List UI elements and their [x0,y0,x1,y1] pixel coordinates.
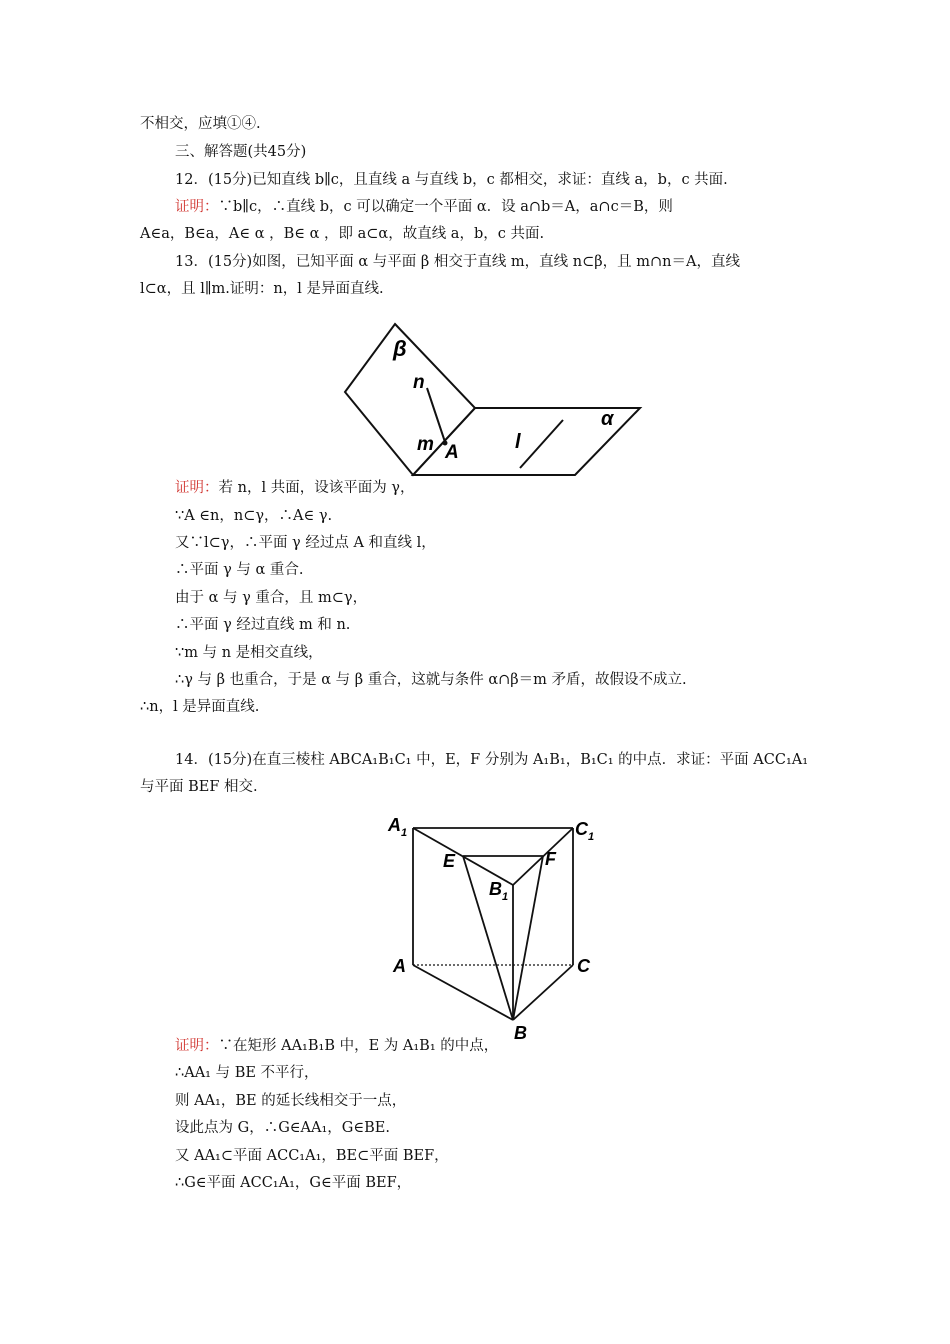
label-A1: $A_1$ [388,815,408,839]
line-text: ∴γ 与 β 也重合，于是 α 与 β 重合，这就与条件 α∩β＝m 矛盾，故假设不成立. [175,672,687,688]
line-text: ∵在矩形 AA₁B₁B 中，E 为 A₁B₁ 的中点， [218,1038,499,1054]
text-line [140,279,384,299]
line-l [520,420,563,468]
text-line [175,1063,319,1083]
line-text: ∴n，l 是异面直线. [140,699,260,715]
line-text: 不相交，应填①④. [140,116,261,132]
label-beta: β [393,336,407,361]
figure-planes-alpha-beta [335,320,655,480]
label-alpha: α [601,408,614,430]
line-text: 13．(15分)如图，已知平面 α 与平面 β 相交于直线 m，直线 n⊂β，且 m∩n＝A，直线 [175,254,740,270]
label-B: B [514,1023,527,1043]
label-A: A [393,956,406,976]
label-n: n [413,372,425,393]
line-text: 若 n，l 共面，设该平面为 γ， [218,480,415,496]
line-text: 则 AA₁，BE 的延长线相交于一点， [175,1093,407,1109]
text-line [175,170,728,190]
text-line [140,777,258,797]
line-text: 又 AA₁⊂平面 ACC₁A₁，BE⊂平面 BEF， [175,1148,449,1164]
label-E: E [443,851,456,871]
text-line [140,224,544,244]
line-text: 由于 α 与 γ 重合，且 m⊂γ， [175,590,368,606]
text-line [175,1146,449,1166]
line-text: ∵A ∈n，n⊂γ，∴A∈ γ. [175,508,333,524]
text-line [175,560,304,580]
proof-label: 证明： [175,480,219,496]
line-text: ∴平面 γ 经过直线 m 和 n. [175,617,351,633]
line-text: 与平面 BEF 相交. [140,779,258,795]
line-text: l⊂α，且 l∥m.证明：n，l 是异面直线. [140,281,384,297]
label-m: m [417,434,434,455]
line-text: 又∵l⊂γ，∴平面 γ 经过点 A 和直线 l， [175,535,436,551]
line-text: ∵b∥c，∴直线 b，c 可以确定一个平面 α．设 a∩b＝A，a∩c＝B，则 [218,199,673,215]
text-line [175,750,808,770]
text-line [175,506,332,526]
text-line [175,142,306,162]
label-C: C [577,956,590,976]
label-l: l [515,431,521,453]
line-text: A∈a，B∈a，A∈ α ，B∈ α ，即 a⊂α，故直线 a，b，c 共面. [140,226,545,242]
proof-label: 证明： [175,1038,219,1054]
text-line [140,697,259,717]
label-A: A [445,442,459,463]
text-line [175,1091,406,1111]
label-F: F [545,849,556,869]
text-line [175,533,436,553]
text-line [175,1173,411,1193]
label-B1: $B_1$ [489,879,509,903]
line-text: ∴AA₁ 与 BE 不平行， [175,1065,319,1081]
line-text: 设此点为 G，∴G∈AA₁，G∈BE. [175,1120,390,1136]
text-line [175,1118,390,1138]
text-line [175,670,687,690]
text-line [175,588,367,608]
line-text: 12．(15分)已知直线 b∥c，且直线 a 与直线 b，c 都相交，求证：直线 a，b，c 共面. [175,172,728,188]
text-line [175,615,350,635]
label-C1: $C_1$ [575,819,595,843]
text-line [175,197,673,217]
text-line [175,643,323,663]
text-line [175,478,414,498]
line-text: ∵m 与 n 是相交直线， [175,645,323,661]
line-text: ∴平面 γ 与 α 重合. [175,562,304,578]
line-text: 三、解答题(共45分) [175,144,307,160]
text-line [175,252,740,272]
line-text: 14．(15分)在直三棱柱 ABCA₁B₁C₁ 中，E，F 分别为 A₁B₁，B₁C₁ 的中点．求证：平面 ACC₁A₁ [175,752,809,768]
proof-label: 证明： [175,199,219,215]
text-line [140,114,261,134]
figure-triangular-prism [385,815,605,1045]
line-text: ∴G∈平面 ACC₁A₁，G∈平面 BEF， [175,1175,412,1191]
